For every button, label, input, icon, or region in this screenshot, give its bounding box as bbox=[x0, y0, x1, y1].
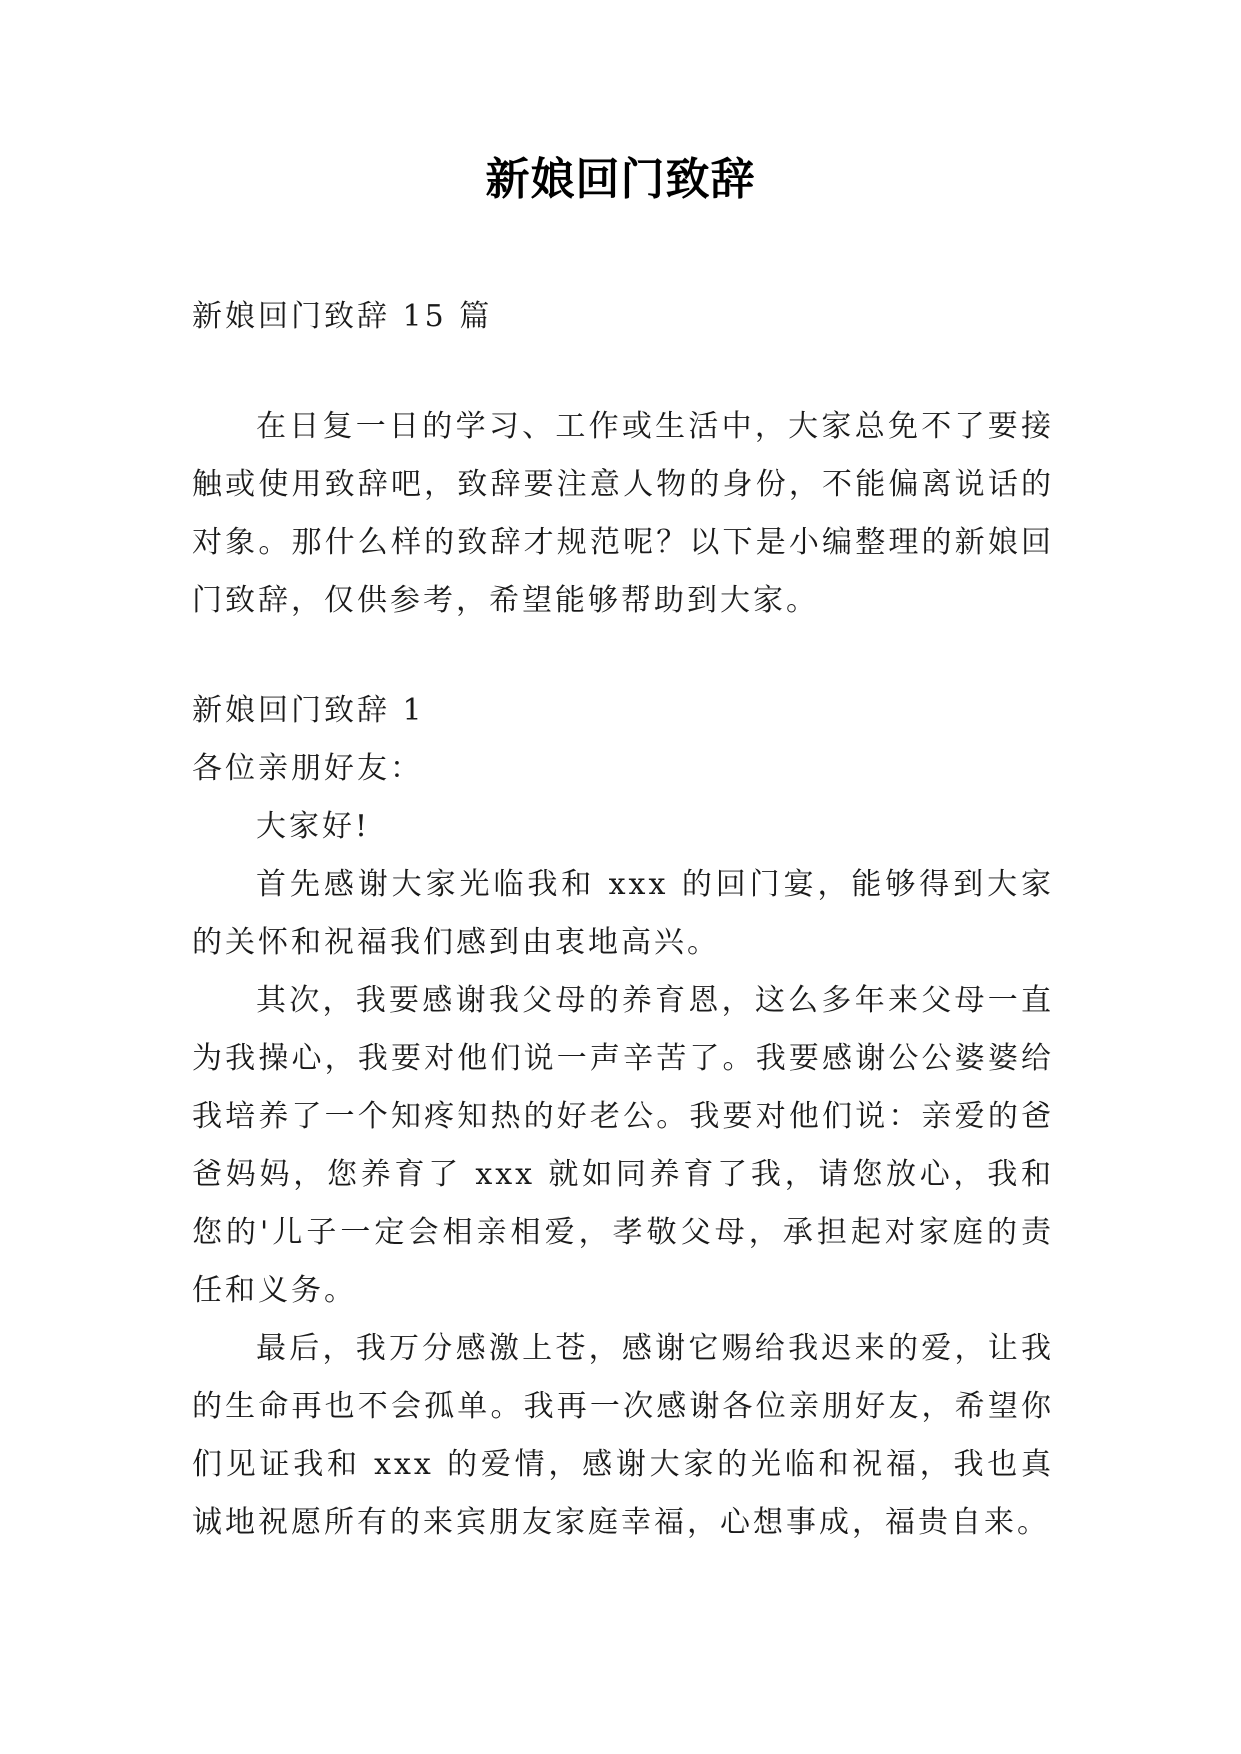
salutation: 各位亲朋好友： bbox=[192, 751, 423, 786]
intro-paragraph: 在日复一日的学习、工作或生活中，大家总免不了要接触或使用致辞吧，致辞要注意人物的身份，不能偏离说话的对象。那什么样的致辞才规范呢？以下是小编整理的新娘回门致辞，仅供参考，希望能够帮助到大家。 bbox=[192, 409, 1054, 618]
greeting: 大家好! bbox=[256, 809, 371, 844]
section-heading: 新娘回门致辞 1 bbox=[192, 693, 425, 728]
body-paragraph-1: 首先感谢大家光临我和 xxx 的回门宴，能够得到大家的关怀和祝福我们感到由衷地高兴。 bbox=[192, 867, 1054, 960]
document-subtitle: 新娘回门致辞 15 篇 bbox=[192, 299, 493, 334]
body-paragraph-3: 最后，我万分感激上苍，感谢它赐给我迟来的爱，让我的生命再也不会孤单。我再一次感谢各位亲朋好友，希望你们见证我和 xxx 的爱情，感谢大家的光临和祝福，我也真诚地祝愿所有的来宾朋友家庭幸福，心想事成，福贵自来。 bbox=[192, 1331, 1054, 1540]
document-body bbox=[192, 288, 1054, 1552]
document-title: 新娘回门致辞 bbox=[485, 154, 756, 205]
body-paragraph-2: 其次，我要感谢我父母的养育恩，这么多年来父母一直为我操心，我要对他们说一声辛苦了。我要感谢公公婆婆给我培养了一个知疼知热的好老公。我要对他们说：亲爱的爸爸妈妈，您养育了 xxx 就如同养育了我，请您放心，我和您的'儿子一定会相亲相爱，孝敬父母，承担起对家庭的责任和义务。 bbox=[192, 983, 1054, 1308]
